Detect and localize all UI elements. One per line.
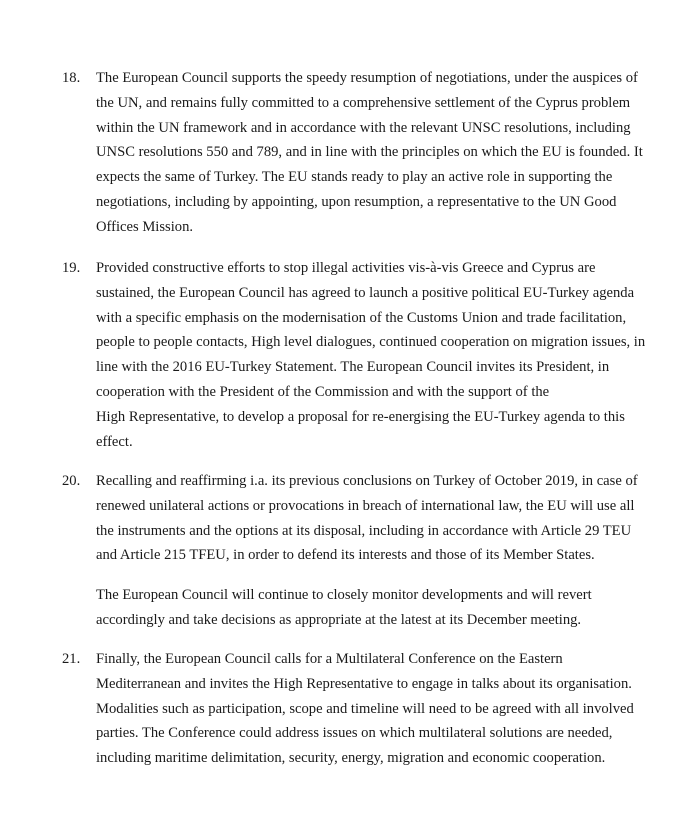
text-line: expects the same of Turkey. The EU stands ready to play an active role in supporting the xyxy=(96,169,613,186)
text-line: line with the 2016 EU-Turkey Statement. The European Council invites its President, in xyxy=(96,359,610,376)
text-line: negotiations, including by appointing, upon resumption, a representative to the UN Good xyxy=(96,193,617,210)
text-line: Mediterranean and invites the High Representative to engage in talks about its organisation. xyxy=(96,675,632,692)
text-line: sustained, the European Council has agreed to launch a positive political EU-Turkey agenda xyxy=(96,284,635,301)
text-line: The European Council supports the speedy resumption of negotiations, under the auspices of xyxy=(96,70,638,86)
text-line: the instruments and the options at its disposal, including in accordance with Article 29 TEU xyxy=(96,522,632,539)
text-line: Modalities such as participation, scope and timeline will need to be agreed with all involved xyxy=(96,700,634,717)
text-line: with a specific emphasis on the modernisation of the Customs Union and trade facilitation, xyxy=(96,309,627,326)
text-line: High Representative, to develop a proposal for re-energising the EU-Turkey agenda to this xyxy=(96,408,625,425)
paragraph-body xyxy=(96,647,662,771)
text-line: The European Council will continue to closely monitor developments and will revert xyxy=(96,587,592,603)
text-line: renewed unilateral actions or provocations in breach of international law, the EU will use all xyxy=(96,497,635,514)
text-line: effect. xyxy=(96,433,133,450)
text-line: including maritime delimitation, security, energy, migration and economic cooperation. xyxy=(96,750,606,767)
text-line: Recalling and reaffirming i.a. its previous conclusions on Turkey of October 2019, in case of xyxy=(96,473,638,489)
paragraph-body xyxy=(96,66,662,240)
text-line: the UN, and remains fully committed to a comprehensive settlement of the Cyprus problem xyxy=(96,94,631,111)
paragraph-body xyxy=(96,583,662,633)
text-line: people to people contacts, High level dialogues, continued cooperation on migration issues, in xyxy=(96,334,646,351)
text-line: cooperation with the President of the Commission and with the support of the xyxy=(96,383,550,400)
text-line: accordingly and take decisions as appropriate at the latest at its December meeting. xyxy=(96,611,582,628)
paragraph-body xyxy=(96,469,662,568)
text-line: UNSC resolutions 550 and 789, and in line with the principles on which the EU is founded. It xyxy=(96,144,643,161)
paragraph-number: 19. xyxy=(62,260,81,276)
paragraph-number: 18. xyxy=(62,70,81,86)
text-line: within the UN framework and in accordance with the relevant UNSC resolutions, including xyxy=(96,119,631,136)
text-line: Provided constructive efforts to stop illegal activities vis-à-vis Greece and Cyprus are xyxy=(96,260,596,276)
paragraph-number: 21. xyxy=(62,651,81,667)
text-line: Finally, the European Council calls for a Multilateral Conference on the Eastern xyxy=(96,651,563,667)
paragraph-body xyxy=(96,256,662,454)
text-line: Offices Mission. xyxy=(96,218,194,235)
paragraph-number: 20. xyxy=(62,473,81,489)
text-line: and Article 215 TFEU, in order to defend its interests and those of its Member States. xyxy=(96,547,595,564)
text-line: parties. The Conference could address issues on which multilateral solutions are needed, xyxy=(96,725,613,742)
